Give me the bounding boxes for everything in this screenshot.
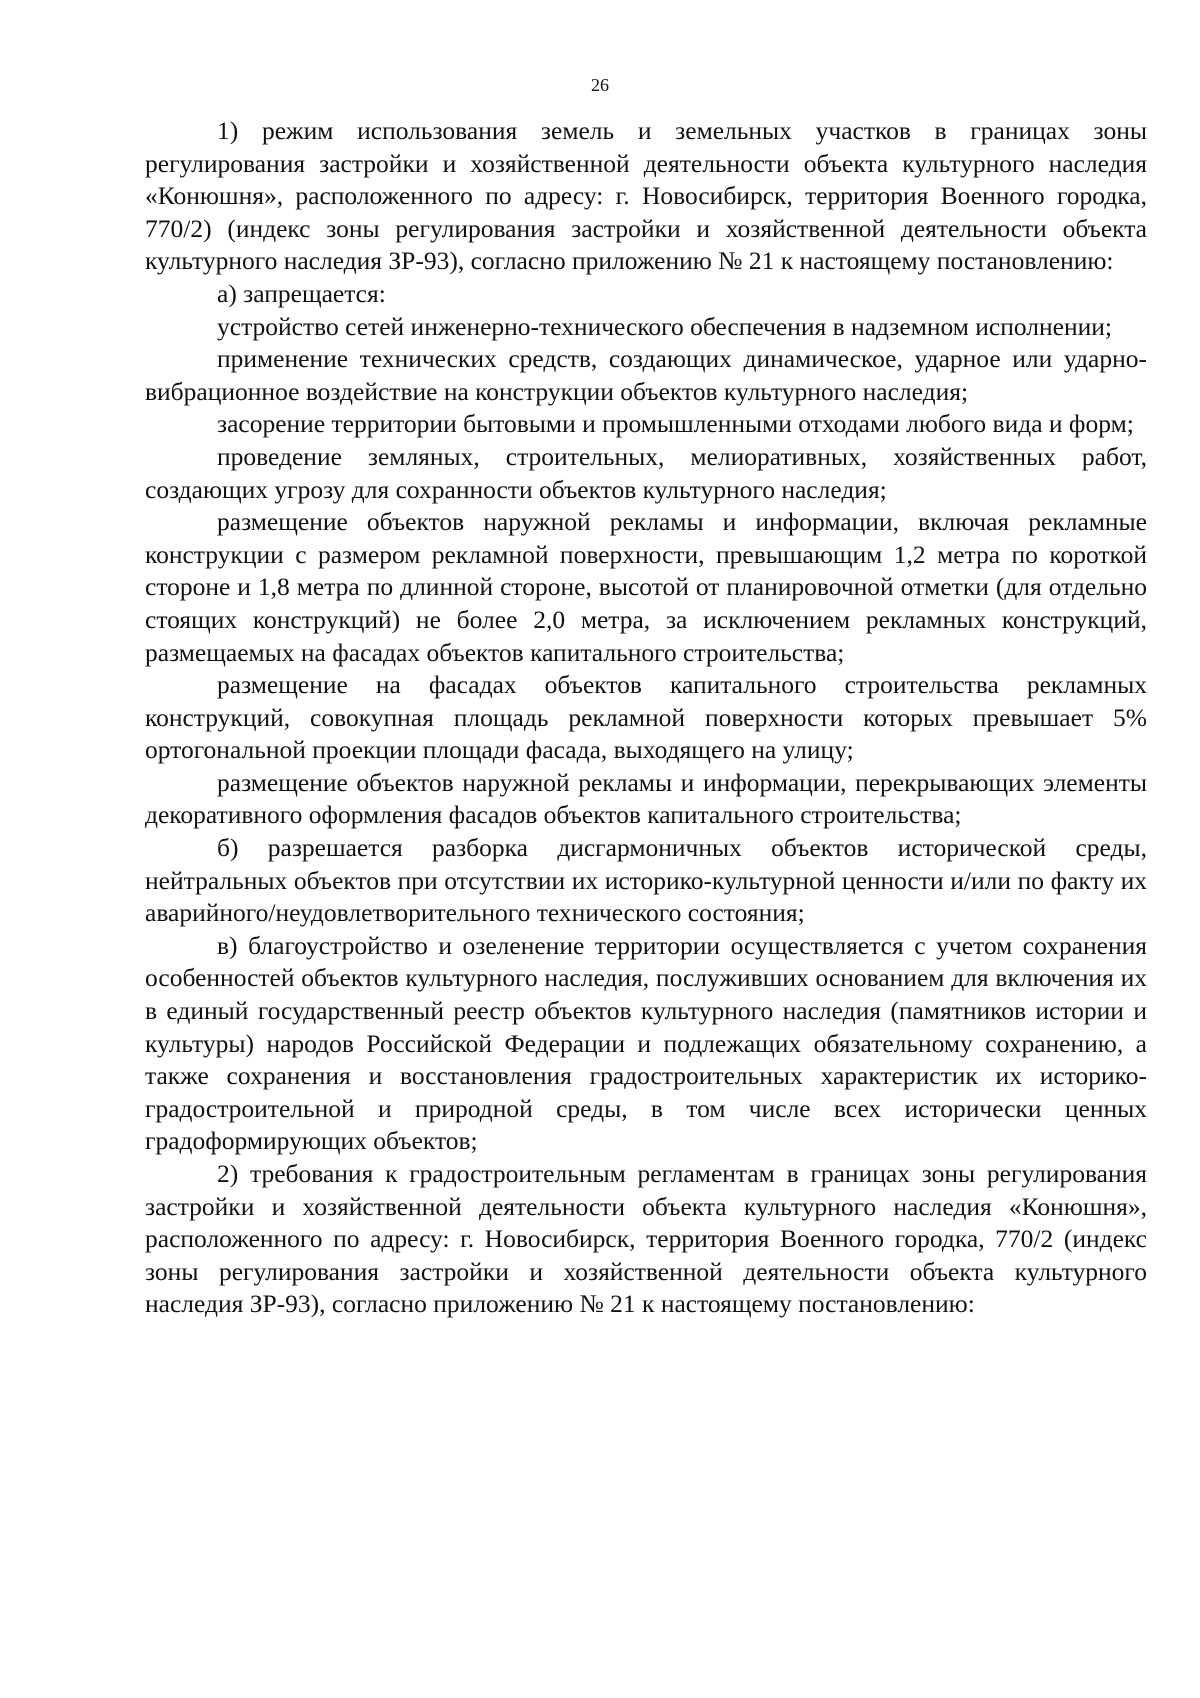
paragraph-5: засорение территории бытовыми и промышленными отходами любого вида и форм; (217, 409, 1134, 439)
paragraph-11: в) благоустройство и озеленение территории осуществляется с учетом сохранения особенностей объектов культурного наследия, послуживших основанием для включения их в единый государственный реестр объектов культурного наследия (памятников истории и культуры) народов Российской Федерации и подлежащих обязательному сохранению, а также сохранения и восстановления градостроительных характеристик их историко-градостроительной и природной среды, в том числе всех исторически ценных градоформирующих объектов; (145, 930, 1147, 1156)
document-body (145, 115, 1147, 1321)
page-number: 26 (591, 75, 609, 95)
paragraph-12: 2) требования к градостроительным регламентам в границах зоны регулирования застройки и хозяйственной деятельности объекта культурного наследия «Конюшня», расположенного по адресу: г. Новосибирск, территория Военного городка, 770/2 (индекс зоны регулирования застройки и хозяйственной деятельности объекта культурного наследия ЗР-93), согласно приложению № 21 к настоящему постановлению: (145, 1159, 1147, 1319)
paragraph-4: применение технических средств, создающих динамическое, ударное или ударно-вибрационное воздействие на конструкции объектов культурного наследия; (145, 344, 1147, 406)
paragraph-6: проведение земляных, строительных, мелиоративных, хозяйственных работ, создающих угрозу для сохранности объектов культурного наследия; (145, 441, 1147, 504)
paragraph-3: устройство сетей инженерно-технического обеспечения в надземном исполнении; (217, 311, 1112, 341)
paragraph-8: размещение на фасадах объектов капитального строительства рекламных конструкций, совокупная площадь рекламной поверхности которых превышает 5% ортогональной проекции площади фасада, выходящего на улицу; (145, 670, 1147, 765)
paragraph-2: а) запрещается: (217, 278, 386, 308)
paragraph-10: б) разрешается разборка дисгармоничных объектов исторической среды, нейтральных объектов при отсутствии их историко-культурной ценности и/или по факту их аварийного/неудовлетворительного технического состояния; (145, 833, 1147, 928)
paragraph-1: 1) режим использования земель и земельных участков в границах зоны регулирования застройки и хозяйственной деятельности объекта культурного наследия «Конюшня», расположенного по адресу: г. Новосибирск, территория Военного городка, 770/2) (индекс зоны регулирования застройки и хозяйственной деятельности объекта культурного наследия ЗР-93), согласно приложению № 21 к настоящему постановлению: (145, 116, 1147, 276)
paragraph-9: размещение объектов наружной рекламы и информации, перекрывающих элементы декоративного оформления фасадов объектов капитального строительства; (145, 767, 1147, 830)
paragraph-7: размещение объектов наружной рекламы и информации, включая рекламные конструкции с размером рекламной поверхности, превышающим 1,2 метра по короткой стороне и 1,8 метра по длинной стороне, высотой от планировочной отметки (для отдельно стоящих конструкций) не более 2,0 метра, за исключением рекламных конструкций, размещаемых на фасадах объектов капитального строительства; (145, 507, 1147, 667)
